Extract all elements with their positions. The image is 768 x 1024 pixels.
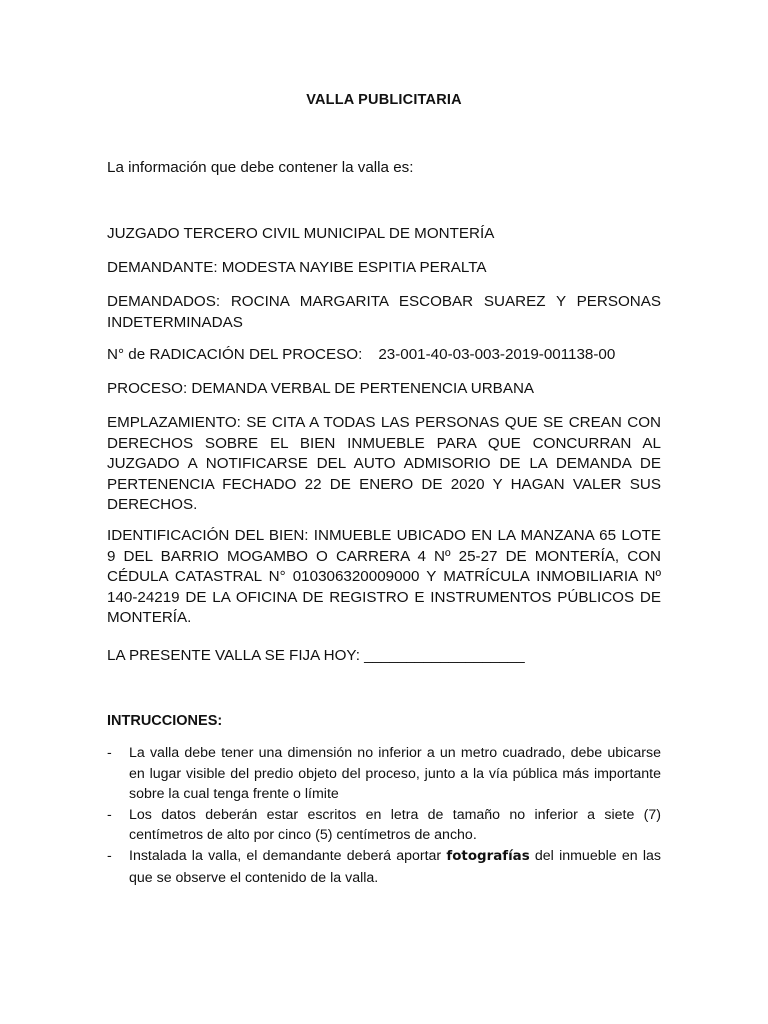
posted-date-line: LA PRESENTE VALLA SE FIJA HOY: ___________________ [107,647,525,664]
summons-paragraph: EMPLAZAMIENTO: SE CITA A TODAS LAS PERSONAS QUE SE CREAN CON DERECHOS SOBRE EL BIEN INMUEBLE PARA QUE CONCURRAN AL JUZGADO A NOTIFICARSE DEL AUTO ADMISORIO DE LA DEMANDA DE PERTENENCIA FECHADO 22 DE ENERO DE 2020 Y HAGAN VALER SUS DERECHOS. [107,414,661,514]
plaintiff-line: DEMANDANTE: MODESTA NAYIBE ESPITIA PERALTA [107,259,487,276]
list-item-text: La valla debe tener una dimensión no inferior a un metro cuadrado, debe ubicarse en lugar visible del predio objeto del proceso, junto a la vía pública más importante sobre la cual tenga frente o límite [129,745,661,803]
filing-number-label: N° de RADICACIÓN DEL PROCESO: [107,346,363,363]
list-bullet: - [107,806,112,823]
document-title: VALLA PUBLICITARIA [306,92,462,108]
filing-number-line [107,345,661,366]
list-item [107,743,661,805]
list-item-text-after: del inmueble en las que se observe el contenido de la valla. [129,847,662,886]
property-identification-paragraph: IDENTIFICACIÓN DEL BIEN: INMUEBLE UBICADO EN LA MANZANA 65 LOTE 9 DEL BARRIO MOGAMBO O CARRERA 4 Nº 25-27 DE MONTERÍA, CON CÉDULA CATASTRAL N° 010306320009000 Y MATRÍCULA INMOBILIARIA Nº 140-24219 DE LA OFICINA DE REGISTRO E INSTRUMENTOS PÚBLICOS DE MONTERÍA. [107,527,661,627]
list-item-text-before: Instalada la valla, el demandante deberá aportar [129,847,442,864]
intro-paragraph: La información que debe contener la valla es: [107,159,414,176]
filing-number-value: 23-001-40-03-003-2019-001138-00 [378,346,616,363]
list-item [107,846,661,888]
instructions-heading: INTRUCCIONES: [107,713,223,729]
process-line: PROCESO: DEMANDA VERBAL DE PERTENENCIA URBANA [107,380,535,397]
list-item [107,805,661,846]
list-item-text-bold: fotografías [446,848,530,864]
list-item-text: Los datos deberán estar escritos en letra de tamaño no inferior a siete (7) centímetros de alto por cinco (5) centímetros de ancho. [129,806,661,844]
instructions-list [107,743,661,888]
list-bullet: - [107,847,112,864]
defendants-paragraph: DEMANDADOS: ROCINA MARGARITA ESCOBAR SUAREZ Y PERSONAS INDETERMINADAS [107,293,661,331]
list-bullet: - [107,745,112,761]
court-line: JUZGADO TERCERO CIVIL MUNICIPAL DE MONTERÍA [107,225,495,242]
